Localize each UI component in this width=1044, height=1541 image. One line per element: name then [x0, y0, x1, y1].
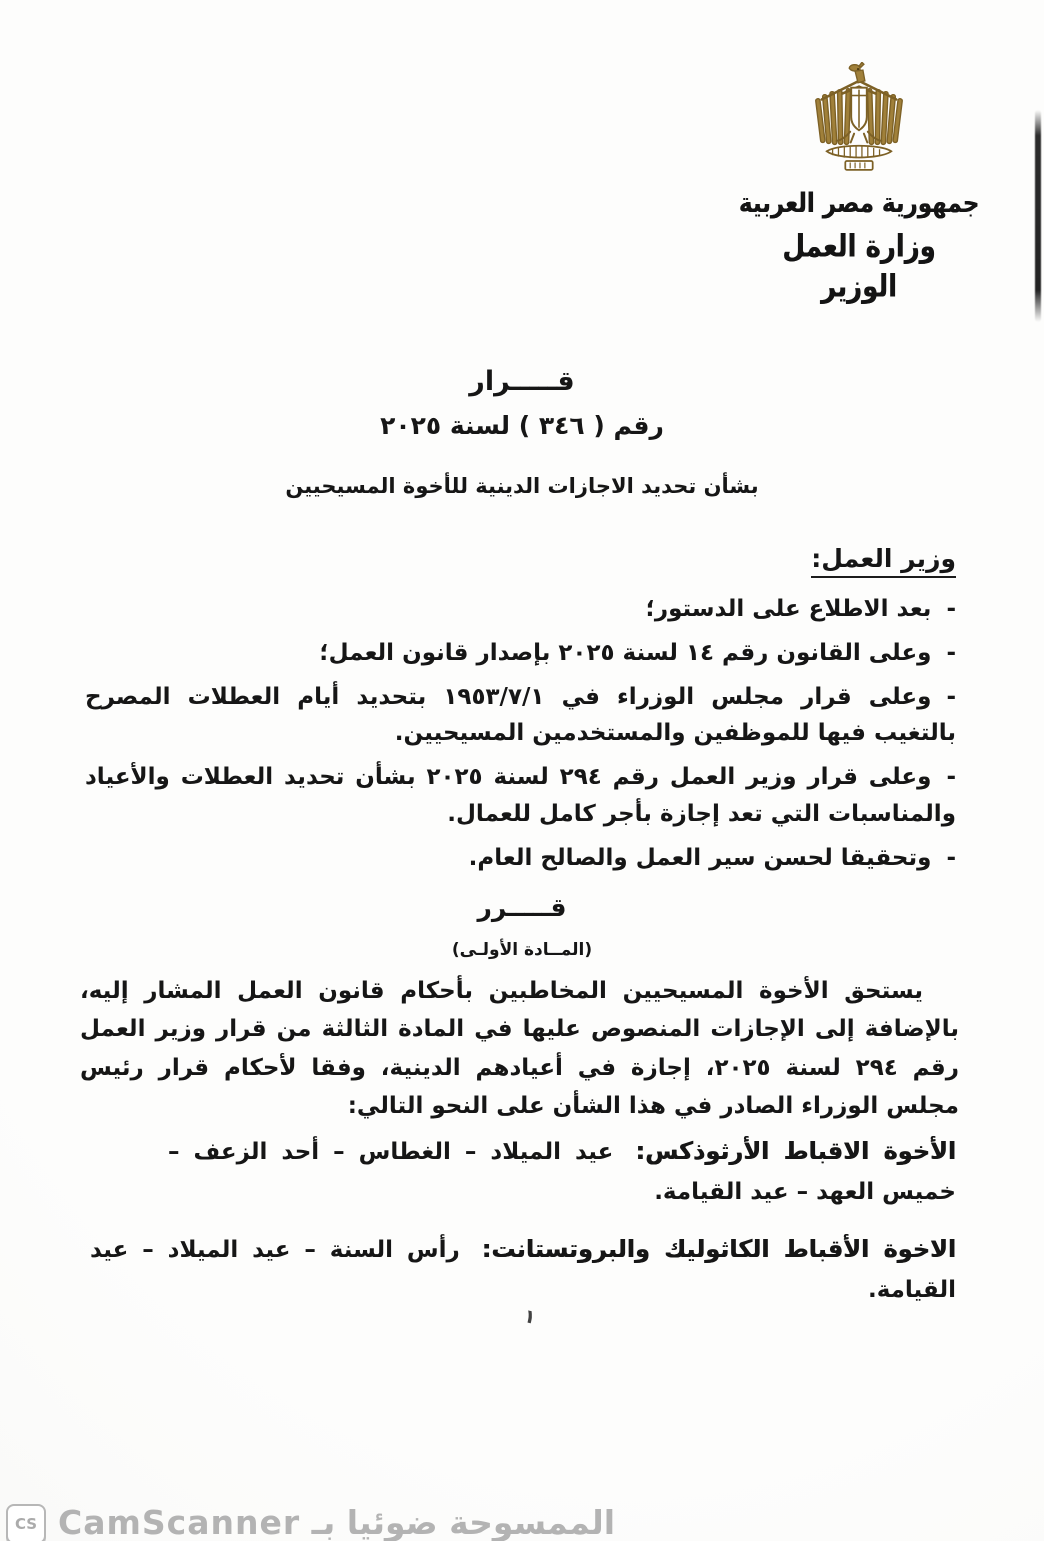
bullet-dash: - — [946, 844, 956, 871]
category-holidays: عيد الميلاد – الغطاس – أحد الزعف – خميس العهد – عيد القيامة. — [168, 1139, 956, 1206]
republic-name-calligraphy: جمهورية مصر العربية — [738, 188, 980, 220]
preamble-section — [85, 544, 956, 884]
bullet-dash: - — [946, 683, 956, 710]
camscanner-watermark-text: الممسوحة ضوئيا بـ CamScanner — [58, 1503, 616, 1541]
category-label: الاخوة الأقباط الكاثوليك والبروتستانت: — [481, 1235, 956, 1263]
preamble-item — [85, 759, 956, 833]
minister-heading: وزير العمل: — [811, 544, 956, 578]
egypt-eagle-emblem-icon — [815, 62, 903, 174]
bullet-dash: - — [946, 596, 956, 622]
catholic-protestant-holidays-line — [90, 1228, 956, 1311]
ink-speck: ١ — [521, 1304, 539, 1330]
preamble-item — [85, 635, 956, 672]
category-label: الأخوة الاقباط الأرثوذكس: — [635, 1137, 956, 1165]
minister-title-calligraphy: الوزير — [821, 269, 897, 305]
orthodox-holidays-line — [168, 1130, 956, 1213]
preamble-list — [85, 591, 956, 877]
decree-kicker: قـــــرار — [469, 366, 575, 397]
preamble-item-text: وتحقيقا لحسن سير العمل والصالح العام. — [468, 844, 932, 871]
preamble-item-text: بعد الاطلاع على الدستور؛ — [645, 596, 932, 622]
preamble-item-text: وعلى قرار وزير العمل رقم ٢٩٤ لسنة ٢٠٢٥ بشأن تحديد العطلات والأعياد والمناسبات التي تعد إجازة بأجر كامل للعمال. — [85, 764, 956, 827]
bullet-dash: - — [946, 764, 956, 791]
scan-edge-artifact — [1035, 110, 1041, 322]
preamble-item — [85, 591, 956, 628]
bullet-dash: - — [946, 639, 956, 666]
decision-word: قـــــرر — [477, 893, 567, 922]
preamble-item — [85, 840, 956, 877]
ministry-name-calligraphy: وزارة العمل — [782, 229, 936, 265]
article-one-heading: (المــادة الأولـى) — [451, 940, 593, 960]
preamble-item — [85, 679, 956, 753]
decree-number-line: رقم ( ٣٤٦ ) لسنة ٢٠٢٥ — [380, 411, 664, 440]
decree-subject: بشأن تحديد الاجازات الدينية للأخوة المسيحيين — [285, 474, 759, 498]
camscanner-watermark — [6, 1498, 615, 1541]
article-one-paragraph: يستحق الأخوة المسيحيين المخاطبين بأحكام قانون العمل المشار إليه، بالإضافة إلى الإجازات المنصوص عليها في المادة الثالثة من قرار وزير العمل رقم ٢٩٤ لسنة ٢٠٢٥، إجازة في أعيادهم الدينية، وفقا لأحكام قرار رئيس مجلس الوزراء الصادر في هذا الشأن على النحو التالي: — [80, 978, 959, 1120]
decree-title-block — [0, 366, 1044, 498]
preamble-item-text: وعلى القانون رقم ١٤ لسنة ٢٠٢٥ بإصدار قانون العمل؛ — [319, 639, 932, 666]
letterhead — [714, 62, 1004, 304]
category-holidays: رأس السنة – عيد الميلاد – عيد القيامة. — [90, 1237, 956, 1304]
preamble-item-text: وعلى قرار مجلس الوزراء في ١٩٥٣/٧/١ بتحديد أيام العطلات المصرح بالتغيب فيها للموظفين والمستخدمين المسيحيين. — [85, 683, 956, 747]
camscanner-logo-icon: CS — [6, 1504, 46, 1541]
